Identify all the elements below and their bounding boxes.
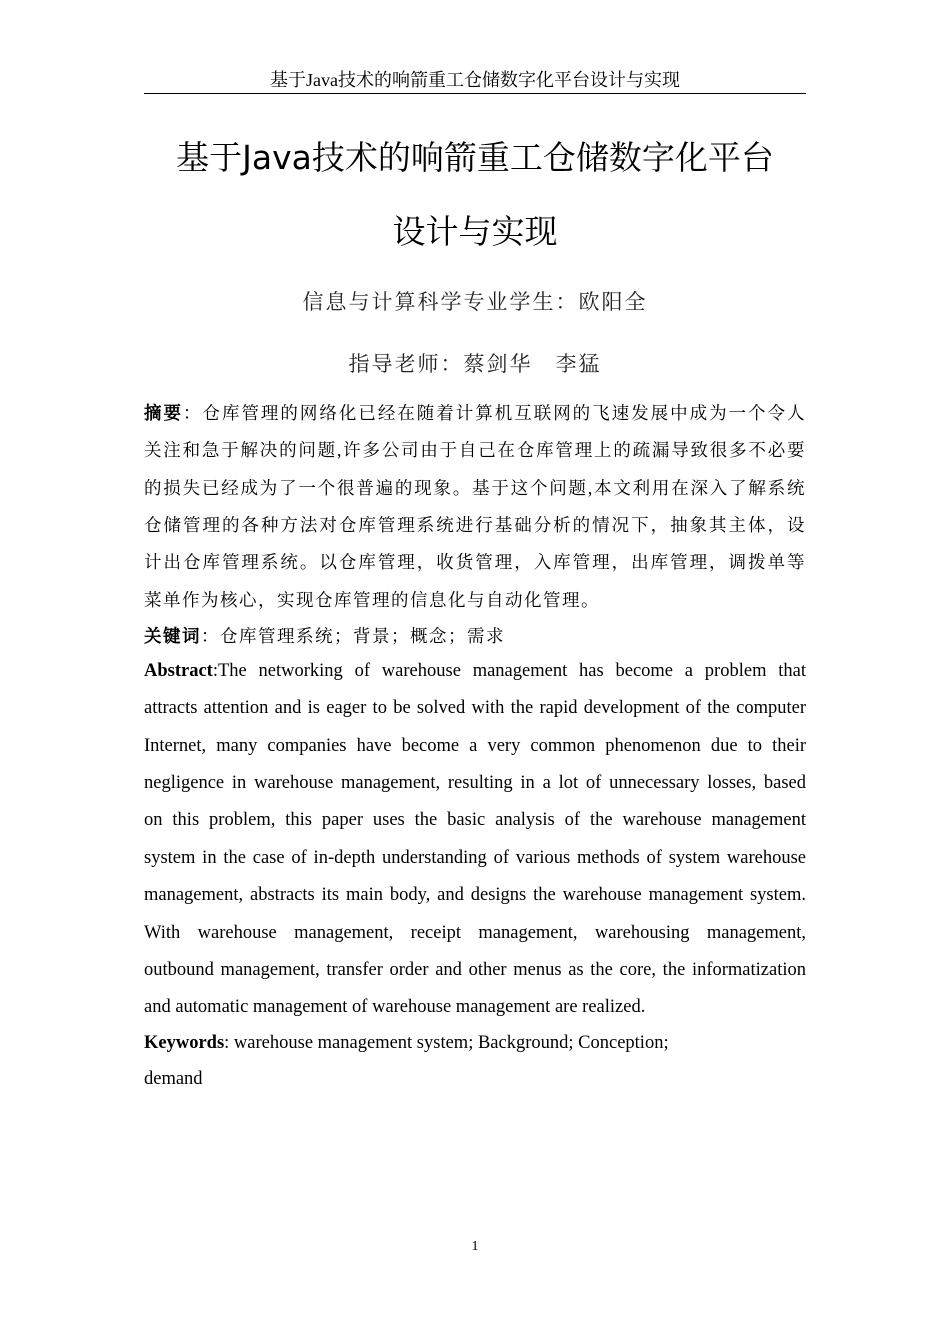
abstract-zh-label: 摘要 (144, 403, 183, 423)
page-title-line-1: 基于Java技术的响箭重工仓储数字化平台 (176, 138, 774, 177)
keywords-en (144, 1031, 806, 1055)
abstract-en-line: management, abstracts its main body, and designs the warehouse management system. (144, 885, 806, 905)
keywords-en-label: Keywords (144, 1033, 225, 1053)
abstract-en-line: system in the case of in-depth understanding of various methods of system warehouse (144, 848, 806, 868)
page-title-line-2: 设计与实现 (392, 212, 558, 251)
abstract-en-label: Abstract (144, 661, 213, 681)
abstract-en-line: Internet, many companies have become a very common phenomenon due to their (144, 736, 806, 756)
keywords-zh-text: ：仓库管理系统；背景；概念；需求 (201, 626, 505, 646)
abstract-zh-line: 的损失已经成为了一个很普遍的现象。基于这个问题,本文利用在深入了解系统 (144, 478, 806, 498)
advisor-info: 指导老师：蔡剑华 李猛 (348, 352, 602, 376)
abstract-zh-line: 仓储管理的各种方法对仓库管理系统进行基础分析的情况下，抽象其主体，设 (144, 515, 806, 535)
abstract-zh-line: 菜单作为核心，实现仓库管理的信息化与自动化管理。 (144, 590, 600, 610)
page-number: 1 (471, 1239, 479, 1254)
abstract-zh-line: 关注和急于解决的问题,许多公司由于自己在仓库管理上的疏漏导致很多不必要 (144, 440, 806, 460)
abstract-en-line: negligence in warehouse management, resulting in a lot of unnecessary losses, based (144, 773, 806, 793)
abstract-en-line: on this problem, this paper uses the basic analysis of the warehouse management (144, 810, 806, 830)
abstract-en-line: and automatic management of warehouse management are realized. (144, 997, 646, 1017)
abstract-en-line: outbound management, transfer order and other menus as the core, the informatization (144, 960, 806, 980)
keywords-en-text: : warehouse management system; Background; Conception; (224, 1033, 669, 1053)
abstract-en-line: With warehouse management, receipt management, warehousing management, (144, 923, 806, 943)
abstract-zh-text: ：仓库管理的网络化已经在随着计算机互联网的飞速发展中成为一个令人 (182, 403, 807, 423)
keywords-en-continued: demand (144, 1069, 203, 1089)
abstract-zh-line (144, 401, 806, 425)
abstract-en-line: attracts attention and is eager to be solved with the rapid development of the computer (144, 698, 806, 718)
abstract-zh-line: 计出仓库管理系统。以仓库管理，收货管理，入库管理，出库管理，调拨单等 (144, 552, 806, 572)
abstract-en-line (144, 659, 806, 683)
keywords-zh (144, 624, 806, 648)
keywords-zh-label: 关键词 (144, 626, 201, 646)
header-rule (144, 93, 806, 94)
abstract-en-text: :The networking of warehouse management has become a problem that (212, 661, 806, 681)
student-info: 信息与计算科学专业学生：欧阳全 (302, 290, 648, 314)
running-header: 基于Java技术的响箭重工仓储数字化平台设计与实现 (270, 70, 680, 90)
